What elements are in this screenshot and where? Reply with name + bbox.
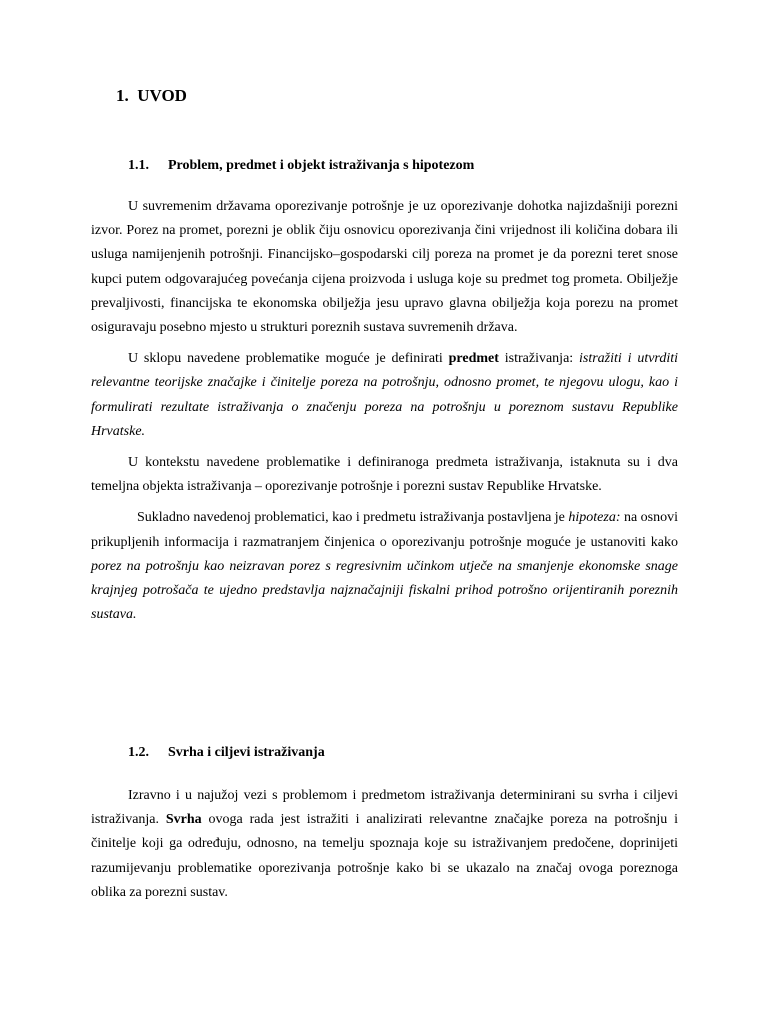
bold-term: predmet xyxy=(448,351,499,367)
chapter-heading xyxy=(116,86,187,106)
chapter-title: UVOD xyxy=(137,86,187,105)
section-heading-1-2 xyxy=(128,745,325,761)
section-number: 1.1. xyxy=(128,158,149,173)
italic-text: hipoteza: xyxy=(568,510,621,526)
paragraph: U suvremenim državama oporezivanje potrošnje je uz oporezivanje dohotka najizdašniji porezni izvor. Porez na promet, porezni je oblik čiju osnovicu oporezivanja čini vrijednost ili količina dobara ili usluga namijenjenih potrošnji. Financijsko–gospodarski cilj poreza na promet je da porezni teret snose kupci putem odgovarajućeg povećanja cijena proizvoda i usluga koje su predmet tog prometa. Obilježje prevaljivosti, financijska te ekonomska obilježja jesu upravo glavna obilježja koja porezu na promet osiguravaju posebno mjesto u strukturi poreznih sustava suvremenih država. xyxy=(91,199,678,336)
section-title: Svrha i ciljevi istraživanja xyxy=(168,745,325,760)
italic-text: istražiti i utvrditi relevantne teorijske značajke i činitelje poreza na potrošnju, odnosno promet, te njegovu ulogu, kao i formulirati rezultate istraživanja o značenju poreza na potrošnju u poreznom sustavu Republike Hrvatske. xyxy=(91,351,679,439)
section-1-1-body xyxy=(91,195,678,634)
section-heading-1-1 xyxy=(128,158,474,174)
paragraph: U kontekstu navedene problematike i definiranoga predmeta istraživanja, istaknuta su i dva temeljna objekta istraživanja – oporezivanje potrošnje i porezni sustav Republike Hrvatske. xyxy=(91,455,678,495)
chapter-number: 1. xyxy=(116,86,129,105)
paragraph: Izravno i u najužoj vezi s problemom i predmetom istraživanja determinirani su svrha i ciljevi istraživanja. Svrha ovoga rada jest istražiti i analizirati relevantne značajke poreza na potrošnju i činitelje koji ga određuju, odnosno, na temelju spoznaja koje su istraživanjem predočene, doprinijeti razumijevanju problematike oporezivanja potrošnje kako bi se ukazalo na značaj ovoga poreznoga oblika za porezni sustav. xyxy=(91,788,678,900)
section-number: 1.2. xyxy=(128,745,149,760)
section-title: Problem, predmet i objekt istraživanja s hipotezom xyxy=(168,158,475,173)
paragraph: Sukladno navedenoj problematici, kao i predmetu istraživanja postavljena je hipoteza: na osnovi prikupljenih informacija i razmatranjem činjenica o oporezivanju potrošnje moguće je ustanoviti kako porez na potrošnju kao neizravan porez s regresivnim učinkom utječe na smanjenje ekonomske snage krajnjeg potrošača te ujedno predstavlja najznačajniji fiskalni prihod potrošno orijentiranih poreznih sustava. xyxy=(91,510,678,623)
section-1-2-body xyxy=(91,784,678,912)
bold-term: Svrha xyxy=(165,812,202,828)
paragraph: U sklopu navedene problematike moguće je definirati predmet istraživanja: istražiti i utvrditi relevantne teorijske značajke i činitelje poreza na potrošnju, odnosno promet, te njegovu ulogu, kao i formulirati rezultate istraživanja o značenju poreza na potrošnju u poreznom sustavu Republike Hrvatske. xyxy=(91,351,679,439)
italic-text: porez na potrošnju kao neizravan porez s regresivnim učinkom utječe na smanjenje ekonomske snage krajnjeg potrošača te ujedno predstavlja najznačajniji fiskalni prihod potrošno orijentiranih poreznih sustava. xyxy=(91,558,678,623)
